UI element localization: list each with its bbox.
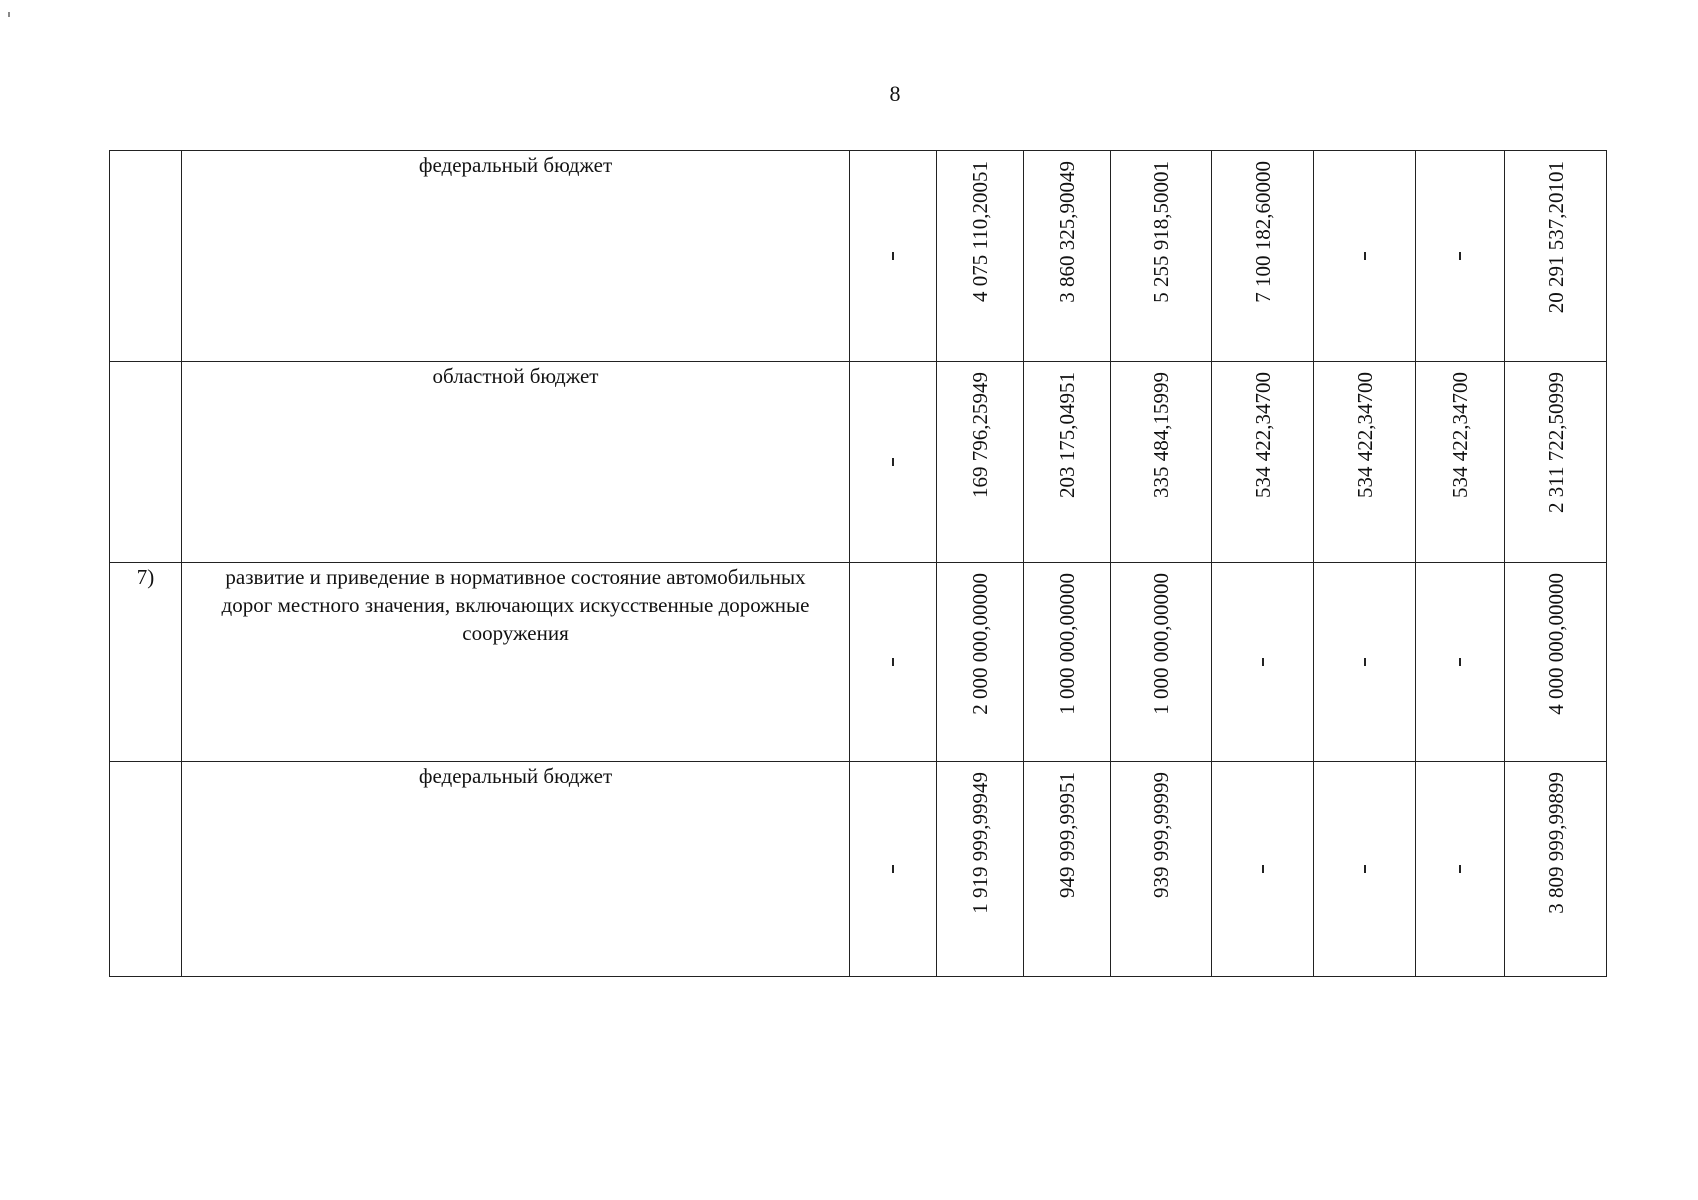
dash-mark xyxy=(1459,252,1461,260)
value-cell xyxy=(1416,151,1505,362)
value-cell xyxy=(1024,151,1111,362)
value-cell xyxy=(1212,151,1314,362)
table-row xyxy=(110,151,1607,362)
dash-mark xyxy=(1262,865,1264,873)
value-text: 534 422,34700 xyxy=(1448,372,1472,498)
row-number-cell: 7) xyxy=(110,563,182,762)
dash-mark xyxy=(1262,658,1264,666)
page-number: 8 xyxy=(889,81,901,106)
value-cell xyxy=(1111,762,1212,977)
value-text: 949 999,99951 xyxy=(1055,772,1079,898)
row-name-cell xyxy=(182,563,850,762)
row-name-cell xyxy=(182,762,850,977)
value-cell xyxy=(1212,362,1314,563)
value-cell xyxy=(1505,362,1607,563)
value-cell xyxy=(850,563,937,762)
row-name-text: областной бюджет xyxy=(432,364,599,388)
row-name-text: федеральный бюджет xyxy=(418,764,613,788)
dash-mark xyxy=(1459,658,1461,666)
value-cell xyxy=(850,362,937,563)
value-text: 335 484,15999 xyxy=(1149,372,1173,498)
value-text: 3 860 325,90049 xyxy=(1055,161,1079,303)
row-number-cell xyxy=(110,762,182,977)
value-cell xyxy=(937,362,1024,563)
scan-mark xyxy=(8,12,10,17)
value-cell xyxy=(850,151,937,362)
dash-mark xyxy=(892,865,894,873)
table-row xyxy=(110,362,1607,563)
row-name-cell xyxy=(182,362,850,563)
table-row xyxy=(110,762,1607,977)
value-text: 534 422,34700 xyxy=(1352,372,1377,498)
value-cell xyxy=(1024,362,1111,563)
value-cell xyxy=(1212,762,1314,977)
row-number-cell xyxy=(110,362,182,563)
value-text: 7 100 182,60000 xyxy=(1250,161,1275,303)
value-cell xyxy=(1314,762,1416,977)
value-cell xyxy=(1111,151,1212,362)
value-cell xyxy=(1505,762,1607,977)
value-cell xyxy=(1314,563,1416,762)
dash-mark xyxy=(1459,865,1461,873)
value-text: 5 255 918,50001 xyxy=(1149,161,1173,303)
value-text: 4 075 110,20051 xyxy=(968,161,992,302)
value-cell xyxy=(937,563,1024,762)
value-text: 20 291 537,20101 xyxy=(1543,161,1568,314)
value-cell xyxy=(1416,563,1505,762)
value-text: 1 000 000,00000 xyxy=(1055,573,1079,715)
value-cell xyxy=(1212,563,1314,762)
value-text: 2 311 722,50999 xyxy=(1543,372,1568,513)
value-cell xyxy=(1416,762,1505,977)
dash-mark xyxy=(892,458,894,466)
value-cell xyxy=(1111,563,1212,762)
row-name-text: федеральный бюджет xyxy=(418,153,613,177)
value-text: 4 000 000,00000 xyxy=(1543,573,1568,715)
value-cell xyxy=(937,762,1024,977)
value-cell xyxy=(1314,362,1416,563)
value-text: 1 000 000,00000 xyxy=(1149,573,1173,715)
value-text: 169 796,25949 xyxy=(968,372,992,498)
table-row xyxy=(110,563,1607,762)
value-cell xyxy=(1505,151,1607,362)
dash-mark xyxy=(1364,865,1366,873)
budget-table xyxy=(109,150,1607,977)
value-text: 203 175,04951 xyxy=(1055,372,1079,498)
row-name-cell xyxy=(182,151,850,362)
row-number-cell xyxy=(110,151,182,362)
value-cell xyxy=(937,151,1024,362)
value-cell xyxy=(1024,762,1111,977)
dash-mark xyxy=(1364,658,1366,666)
value-cell xyxy=(1111,362,1212,563)
dash-mark xyxy=(1364,252,1366,260)
dash-mark xyxy=(892,252,894,260)
value-cell xyxy=(850,762,937,977)
value-text: 3 809 999,99899 xyxy=(1543,772,1568,914)
dash-mark xyxy=(892,658,894,666)
value-cell xyxy=(1505,563,1607,762)
value-text: 2 000 000,00000 xyxy=(968,573,992,715)
value-cell xyxy=(1024,563,1111,762)
value-cell xyxy=(1416,362,1505,563)
value-cell xyxy=(1314,151,1416,362)
row-name-text: развитие и приведение в нормативное состояние автомобильных дорог местного значения, включающих искусственные дорожные сооружения xyxy=(221,565,810,645)
value-text: 534 422,34700 xyxy=(1250,372,1275,498)
value-text: 1 919 999,99949 xyxy=(968,772,992,914)
value-text: 939 999,99999 xyxy=(1149,772,1173,898)
